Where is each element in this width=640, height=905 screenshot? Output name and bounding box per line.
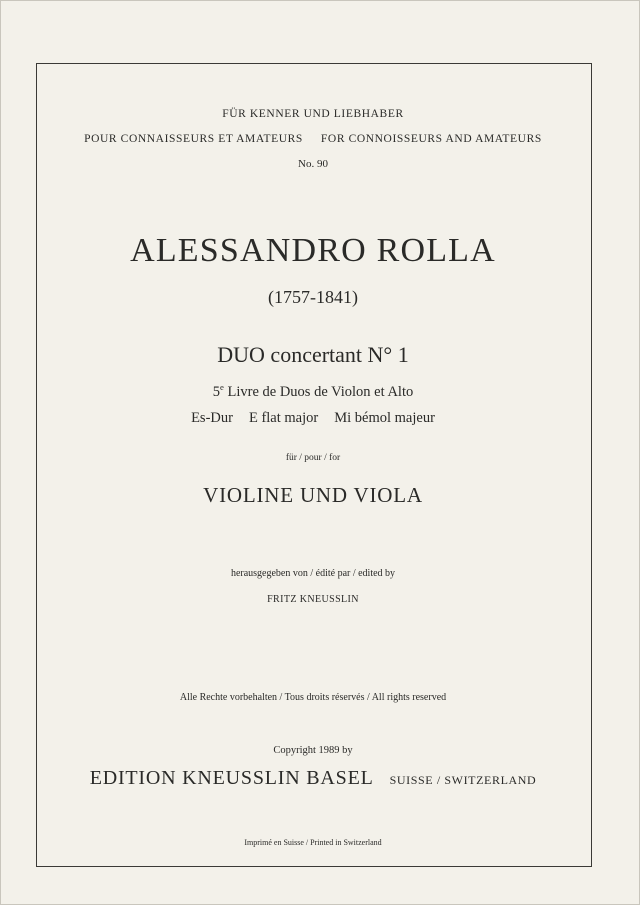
instrumentation: VIOLINE UND VIOLA: [203, 483, 423, 507]
work-title: DUO concertant N° 1: [217, 342, 409, 367]
key-signature-line: [36, 410, 590, 427]
key-french: Mi bémol majeur: [334, 410, 435, 426]
series-title-french: POUR CONNAISSEURS ET AMATEURS: [84, 133, 303, 145]
publisher-line: [36, 767, 590, 790]
key-german: Es-Dur: [191, 410, 233, 426]
series-title-french-english: [36, 133, 590, 145]
composer-name: ALESSANDRO ROLLA: [130, 232, 496, 269]
series-title-english: FOR CONNOISSEURS AND AMATEURS: [320, 133, 542, 145]
for-label: für / pour / for: [285, 453, 341, 463]
series-title-german: FÜR KENNER UND LIEBHABER: [222, 108, 404, 120]
publisher-country: SUISSE / SWITZERLAND: [389, 773, 537, 787]
key-english: E flat major: [248, 410, 319, 426]
series-number: No. 90: [298, 158, 328, 170]
work-subtitle-number: 5: [212, 384, 221, 400]
work-subtitle: [36, 384, 590, 401]
edited-by-label: herausgegeben von / édité par / edited by: [230, 568, 396, 579]
work-subtitle-superscript: e: [220, 382, 224, 393]
publisher-name: EDITION KNEUSSLIN BASEL: [89, 767, 374, 789]
printed-in-notice: Imprimé en Suisse / Printed in Switzerland: [244, 838, 382, 847]
work-subtitle-text: Livre de Duos de Violon et Alto: [223, 384, 414, 400]
editor-name: FRITZ KNEUSSLIN: [267, 594, 359, 605]
copyright-line: Copyright 1989 by: [273, 745, 353, 756]
rights-notice: Alle Rechte vorbehalten / Tous droits réservés / All rights reserved: [179, 692, 447, 703]
composer-dates: (1757-1841): [268, 287, 358, 307]
